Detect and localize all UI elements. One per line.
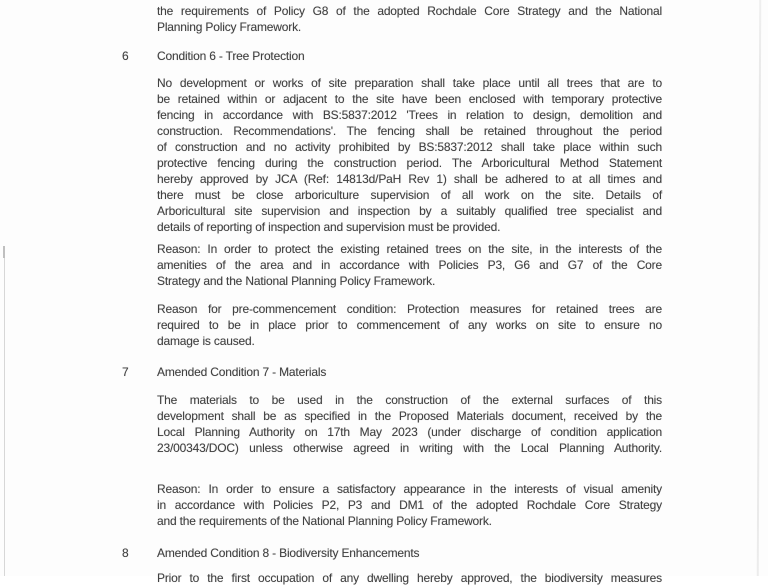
text-line: details of reporting of inspection and supervision must be provided. bbox=[157, 220, 501, 234]
text-line: Reason: In order to protect the existing retained trees on the site, in the interests of the bbox=[157, 242, 662, 256]
condition-number: 6 bbox=[122, 49, 129, 63]
condition-title: Amended Condition 8 - Biodiversity Enhancements bbox=[157, 546, 420, 560]
text-line: Reason: In order to ensure a satisfactory appearance in the interests of visual amenity bbox=[157, 482, 662, 496]
tree-protection-reason bbox=[157, 241, 662, 289]
condition-title: Condition 6 - Tree Protection bbox=[157, 49, 305, 63]
policy-g8-reason-continuation bbox=[157, 3, 662, 35]
materials-reason bbox=[157, 481, 662, 529]
page-edge-artifact-left bbox=[4, 246, 5, 576]
text-line: in accordance with Policies P2, P3 and DM1 of the adopted Rochdale Core Strategy bbox=[157, 498, 662, 512]
pre-commencement-reason bbox=[157, 301, 662, 349]
condition-7-heading bbox=[122, 364, 662, 380]
text-line: protective fencing during the construction period. The Arboricultural Method Statement bbox=[157, 156, 662, 170]
text-line: Reason for pre-commencement condition: Protection measures for retained trees are bbox=[157, 302, 662, 316]
condition-number: 7 bbox=[122, 365, 129, 379]
biodiversity-condition-text bbox=[157, 570, 662, 586]
text-line: Local Planning Authority on 17th May 2023 (under discharge of condition application bbox=[157, 425, 662, 439]
text-line: construction. Recommendations'. The fencing shall be retained throughout the period bbox=[157, 124, 662, 138]
text-line: Arboricultural site supervision and inspection by a suitably qualified tree specialist and bbox=[157, 204, 662, 218]
text-line: No development or works of site preparation shall take place until all trees that are to bbox=[157, 76, 662, 90]
text-line: the requirements of Policy G8 of the adopted Rochdale Core Strategy and the National bbox=[157, 4, 662, 18]
tree-protection-condition-text bbox=[157, 75, 662, 235]
text-line: Prior to the first occupation of any dwelling hereby approved, the biodiversity measures bbox=[157, 571, 662, 585]
text-line: hereby approved by JCA (Ref: 14813d/PaH Rev 1) shall be adhered to at all times and bbox=[157, 172, 662, 186]
text-line: required to be in place prior to commencement of any works on site to ensure no bbox=[157, 318, 662, 332]
condition-6-heading bbox=[122, 48, 662, 64]
text-line: amenities of the area and in accordance with Policies P3, G6 and G7 of the Core bbox=[157, 258, 662, 272]
text-line: development shall be as specified in the Proposed Materials document, received by the bbox=[157, 409, 662, 423]
page-edge-artifact-right bbox=[757, 0, 762, 576]
materials-condition-text bbox=[157, 392, 662, 456]
text-line: there must be close arboriculture supervision of all work on the site. Details of bbox=[157, 188, 662, 202]
text-line: 23/00343/DOC) unless otherwise agreed in writing with the Local Planning Authority. bbox=[157, 441, 662, 455]
text-line: of construction and no activity prohibited by BS:5837:2012 shall take place within such bbox=[157, 140, 662, 154]
text-line: Strategy and the National Planning Policy Framework. bbox=[157, 274, 436, 288]
text-line: fencing in accordance with BS:5837:2012 'Trees in relation to design, demolition and bbox=[157, 108, 662, 122]
text-line: Planning Policy Framework. bbox=[157, 20, 302, 34]
text-line: be retained within or adjacent to the site have been enclosed with temporary protective bbox=[157, 92, 662, 106]
page-edge-artifact-left-tick bbox=[3, 246, 5, 258]
text-line: The materials to be used in the construction of the external surfaces of this bbox=[157, 393, 662, 407]
condition-title: Amended Condition 7 - Materials bbox=[157, 365, 327, 379]
condition-8-heading bbox=[122, 545, 662, 561]
document-content bbox=[122, 0, 662, 586]
text-line: and the requirements of the National Planning Policy Framework. bbox=[157, 514, 492, 528]
condition-number: 8 bbox=[122, 546, 129, 560]
text-line: damage is caused. bbox=[157, 334, 255, 348]
